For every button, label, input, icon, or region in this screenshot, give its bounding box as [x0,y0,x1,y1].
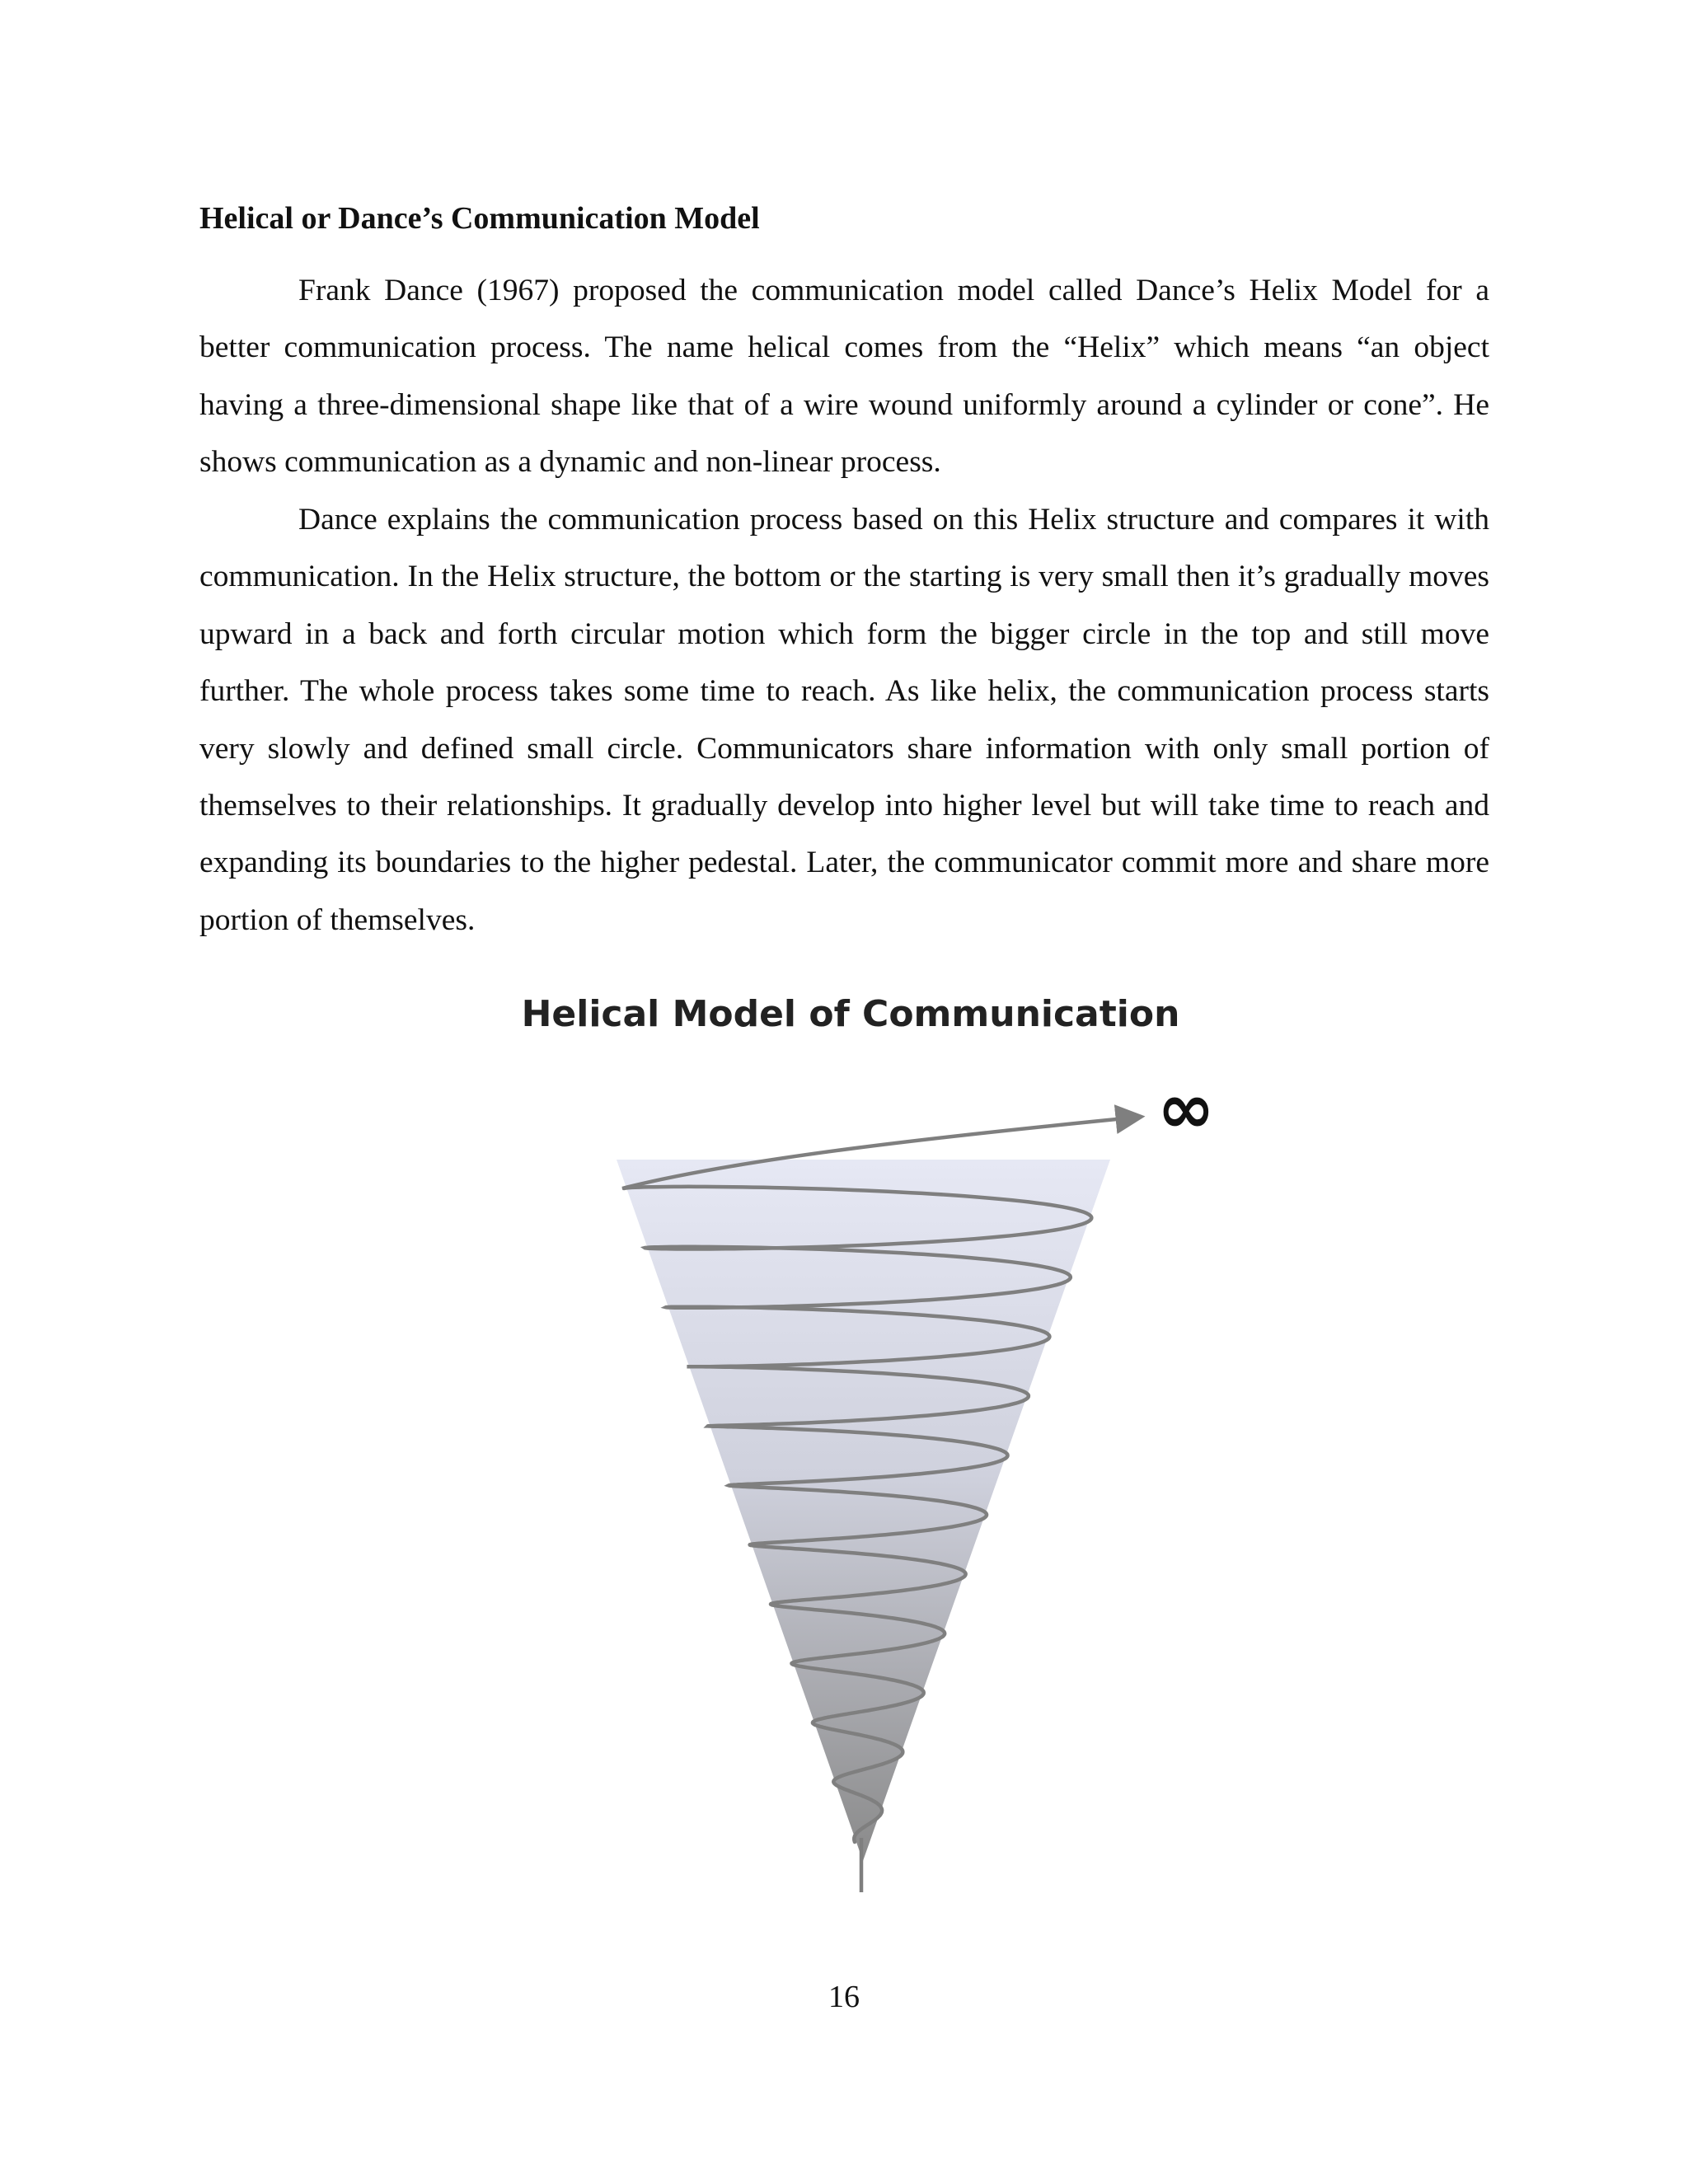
paragraph-intro: Frank Dance (1967) proposed the communication model called Dance’s Helix Model for a better communication process. The name helical comes from the “Helix” which means “an object having a three-dimensional shape like that of a wire wound uniformly around a cylinder or cone”. He shows communication as a dynamic and non-linear process. [199,274,1489,480]
figure-title: Helical Model of Communication [521,993,1180,1035]
section-heading: Helical or Dance’s Communication Model [199,201,760,236]
page-number: 16 [828,1980,860,2014]
paragraph-explanation: Dance explains the communication process based on this Helix structure and compares it with communication. In the Helix structure, the bottom or the starting is very small then it’s gradually moves upward in a back and forth circular motion which form the bigger circle in the top and still move further. The whole process takes some time to reach. As like helix, the communication process starts very slowly and defined small circle. Communicators share information with only small portion of themselves to their relationships. It gradually develop into higher level but will take time to reach and expanding its boundaries to the higher pedestal. Later, the communicator commit more and share more portion of themselves. [199,503,1489,937]
infinity-icon: ∞ [1157,1068,1215,1149]
